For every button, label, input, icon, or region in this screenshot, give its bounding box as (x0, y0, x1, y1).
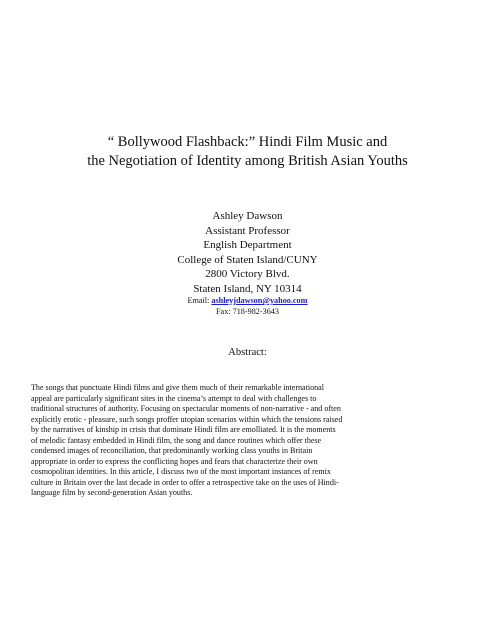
author-name: Ashley Dawson (212, 210, 283, 222)
paper-title (0, 133, 495, 171)
author-fax: Fax: 718-982-3643 (216, 306, 279, 316)
author-city: Staten Island, NY 10314 (193, 282, 302, 295)
abstract-heading: Abstract: (228, 347, 267, 358)
abstract-line: appropriate in order to express the conflicting hopes and fears that characterize their own (31, 456, 318, 466)
abstract-line: traditional structures of authority. Focusing on spectacular moments of non-narrative - and often (31, 404, 341, 414)
title-line-1: “ Bollywood Flashback:” Hindi Film Music and (107, 134, 388, 150)
abstract-line: culture in Britain over the last decade in order to offer a retrospective take on the uses of Hindi- (31, 477, 339, 487)
author-institution: College of Staten Island/CUNY (177, 253, 318, 266)
author-email-line (0, 296, 495, 307)
author-street: 2800 Victory Blvd. (205, 268, 290, 280)
abstract-body (31, 383, 463, 499)
abstract-line: of melodic fantasy embedded in Hindi film, the song and dance routines which offer these (31, 435, 322, 445)
author-position: Assistant Professor (205, 224, 290, 237)
abstract-line: The songs that punctuate Hindi films and give them much of their remarkable international (31, 383, 324, 392)
title-line-2: the Negotiation of Identity among British Asian Youths (87, 153, 408, 169)
abstract-line: appeal are particularly significant sites in the cinema’s attempt to deal with challenges to (31, 393, 317, 403)
email-label: Email: (187, 296, 210, 305)
email-link[interactable]: ashleyjdawson@yahoo.com (211, 296, 308, 305)
author-department: English Department (203, 239, 292, 251)
author-info (0, 209, 495, 317)
abstract-line: explicitly erotic - pleasure, such songs proffer utopian scenarios within which the tensions raised (31, 414, 343, 424)
abstract-line: language film by second-generation Asian youths. (31, 488, 193, 498)
abstract-line: cosmopolitan identities. In this article, I discuss two of the most important instances of remix (31, 467, 331, 477)
abstract-line: condensed images of reconciliation, that predominantly working class youths in Britain (31, 446, 313, 456)
abstract-line: by the narratives of kinship in crisis that dominate Hindi film are emolliated. It is the moments (31, 425, 336, 435)
